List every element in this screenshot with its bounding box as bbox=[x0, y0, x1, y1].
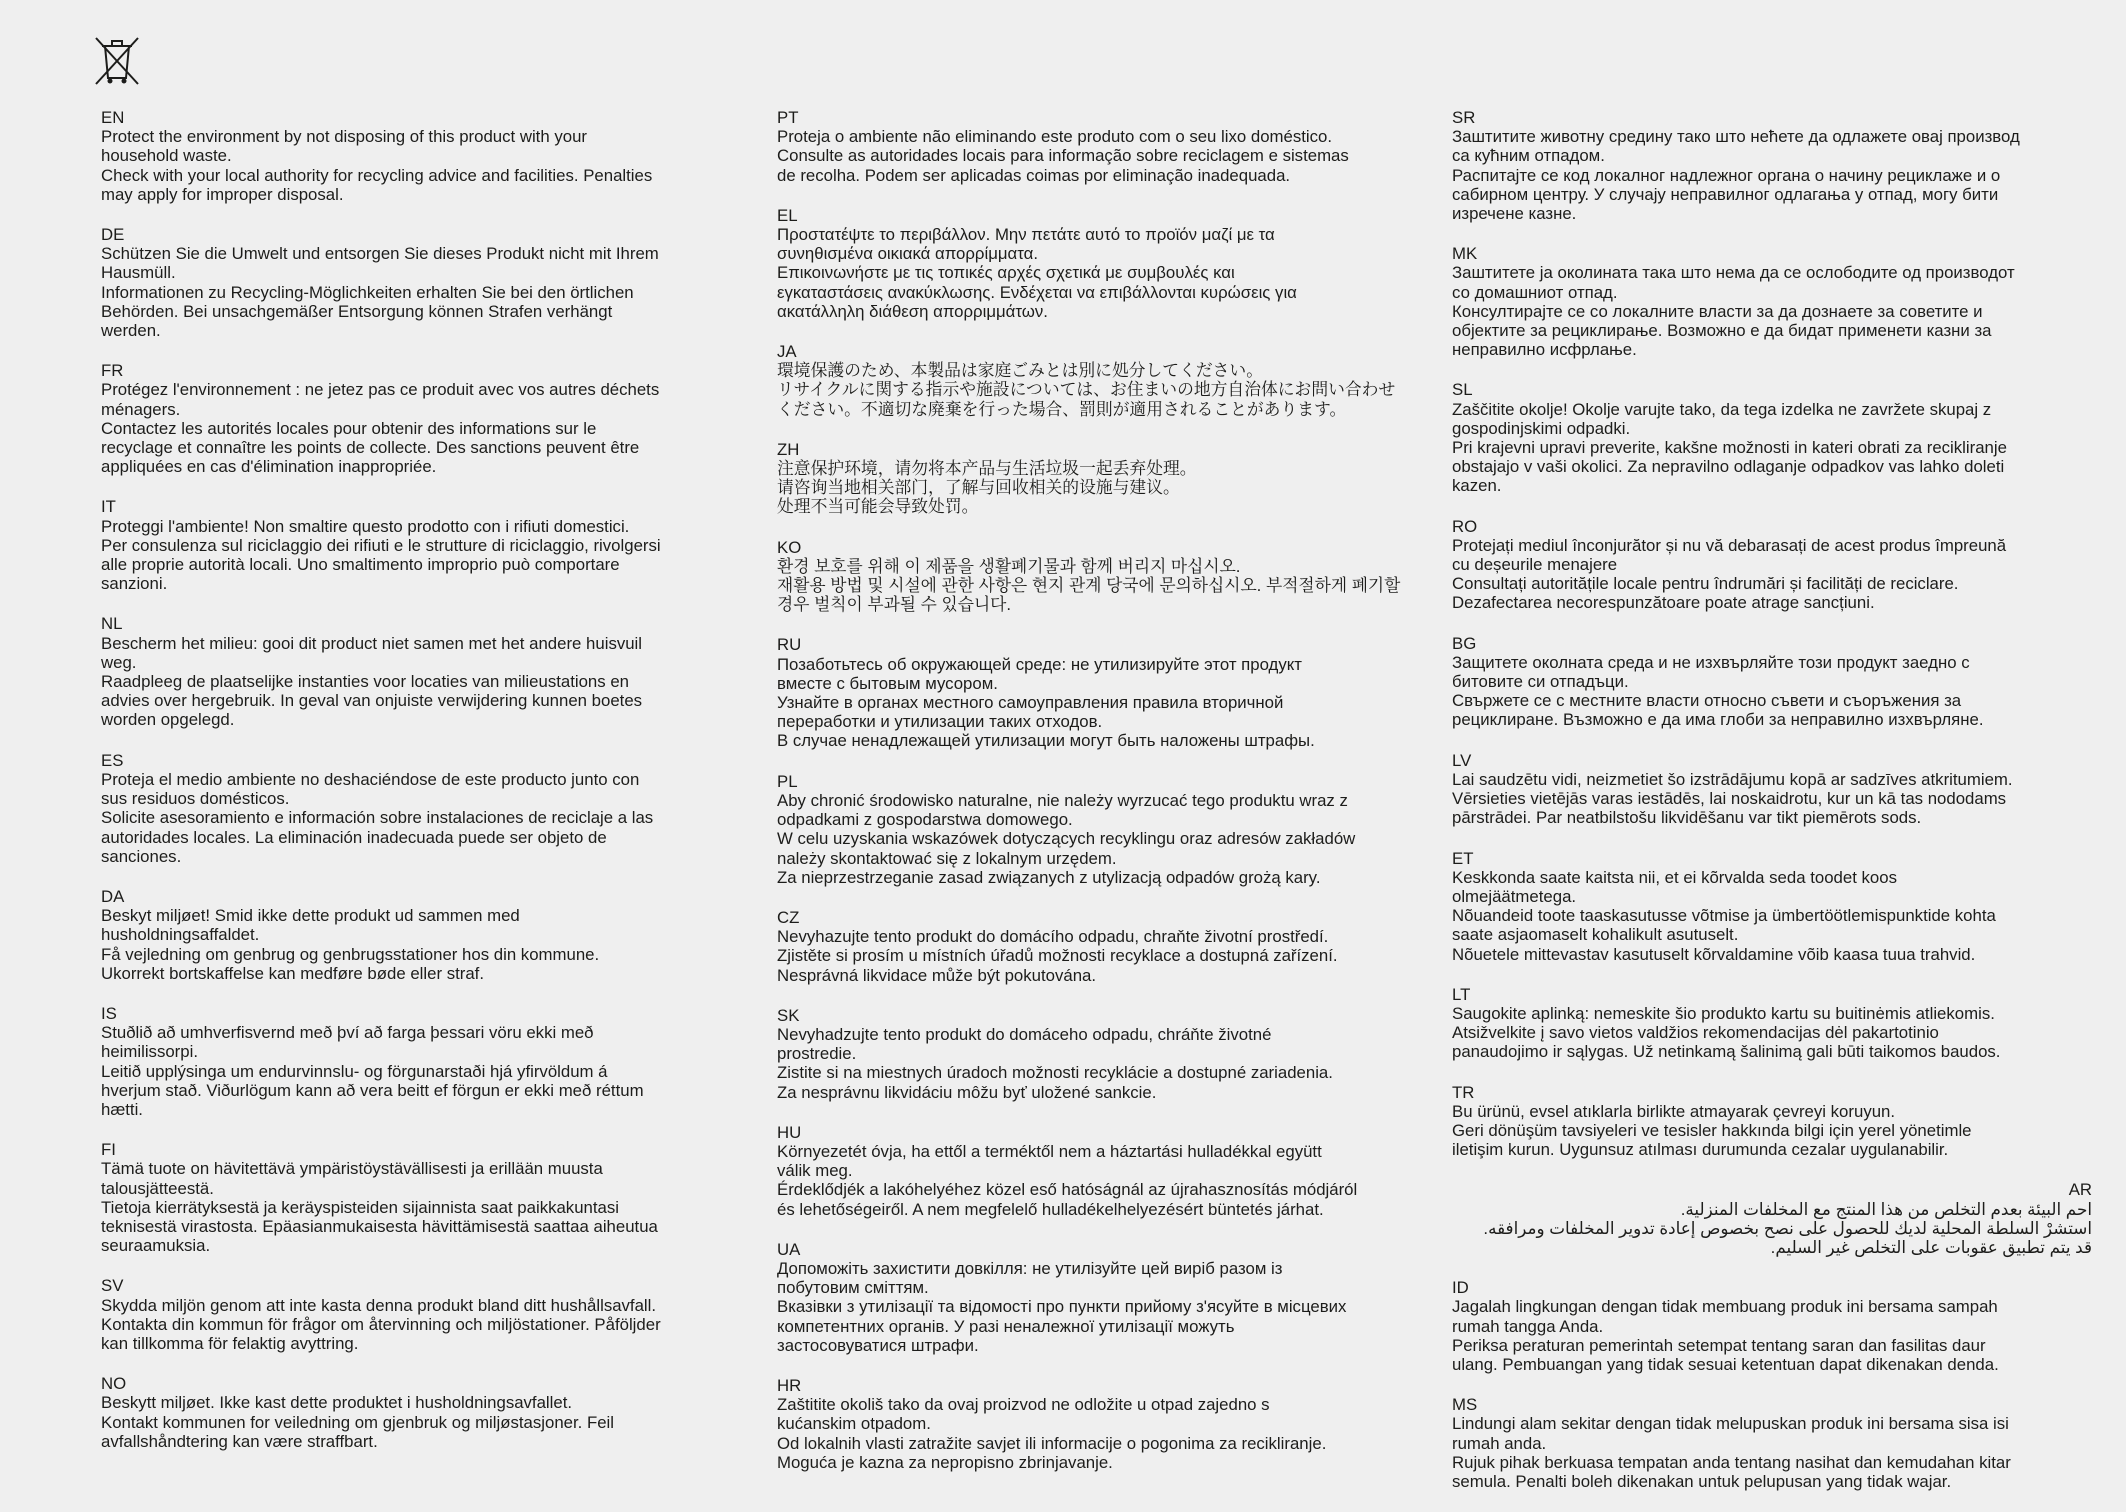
instruction-text: 处理不当可能会导致处罚。 bbox=[777, 497, 979, 517]
language-section-et bbox=[1452, 849, 2092, 964]
instruction-text: Check with your local authority for recycling advice and facilities. Penalties may apply for improper disposal. bbox=[101, 165, 653, 204]
language-section-sl bbox=[1452, 380, 2092, 495]
language-code: BG bbox=[1452, 633, 1477, 653]
language-code: FR bbox=[101, 361, 124, 381]
instruction-text: Solicite asesoramiento e información sobre instalaciones de reciclaje a las autoridades locales. La eliminación inadecuada puede ser objeto de sanciones. bbox=[101, 808, 654, 866]
instruction-text: Nevyhadzujte tento produkt do domáceho odpadu, chráňte životné prostredie. bbox=[777, 1024, 1272, 1064]
instruction-text: Zaštitite okoliš tako da ovaj proizvod ne odložite u otpad zajedno s kućanskim otpadom. bbox=[777, 1395, 1270, 1434]
instruction-text: Dezafectarea necorespunzătoare poate atrage sancțiuni. bbox=[1452, 593, 1875, 613]
language-section-it bbox=[101, 497, 741, 593]
language-section-el bbox=[777, 206, 1417, 321]
instruction-text: W celu uzyskania wskazówek dotyczących recyklingu oraz adresów zakładów należy skontaktować się z lokalnym urzędem. bbox=[777, 829, 1356, 868]
instruction-text: Распитајте се код локалног надлежног органа о начину рециклаже и о сабирном центру. У случају неправилног одлагања у отпад, могу бити изречене казне. bbox=[1452, 165, 2001, 224]
instruction-text: Contactez les autorités locales pour obtenir des informations sur le recyclage et connaître les points de collecte. Des sanctions peuvent être appliquées en cas d'élimination inappropriée. bbox=[101, 418, 640, 477]
language-section-ms bbox=[1452, 1395, 2092, 1491]
language-section-lv bbox=[1452, 751, 2092, 828]
instruction-text: Bescherm het milieu: gooi dit product niet samen met het andere huisvuil weg. bbox=[101, 633, 643, 672]
instruction-text: Raadpleeg de plaatselijke instanties voor locaties van milieustations en advies over hergebruik. In geval van onjuiste verwijdering kunnen boetes worden opgelegd. bbox=[101, 672, 643, 730]
instruction-text: Få vejledning om genbrug og genbrugsstationer hos din kommune. bbox=[101, 944, 600, 964]
instruction-text: Keskkonda saate kaitsta nii, et ei kõrvalda seda toodet koos olmejäätmetega. bbox=[1452, 867, 1897, 906]
language-section-fr bbox=[101, 361, 741, 476]
language-section-hr bbox=[777, 1376, 1417, 1472]
instruction-text: Protejați mediul înconjurător și nu vă debarasați de acest produs împreună cu deșeurile menajere bbox=[1452, 535, 2007, 575]
language-section-ua bbox=[777, 1240, 1417, 1355]
instruction-text: Stuðlið að umhverfisvernd með því að farga þessari vöru ekki með heimilissorpi. bbox=[101, 1023, 594, 1062]
language-code: DA bbox=[101, 886, 125, 906]
instruction-text: Lai saudzētu vidi, neizmetiet šo izstrādājumu kopā ar sadzīves atkritumiem. bbox=[1452, 769, 2013, 789]
language-section-id bbox=[1452, 1278, 2092, 1374]
instruction-text: Kontakta din kommun för frågor om återvinning och miljöstationer. Påföljder kan tillkomma för felaktig avyttring. bbox=[101, 1314, 661, 1353]
instruction-text: Beskyt miljøet! Smid ikke dette produkt ud sammen med husholdningsaffaldet. bbox=[101, 906, 520, 945]
instruction-text: Moguća je kazna za nepropisno zbrinjavanje. bbox=[777, 1452, 1113, 1472]
instruction-text: Nesprávná likvidace může být pokutována. bbox=[777, 965, 1097, 985]
instruction-text: Свържете се с местните власти относно съвети и съоръжения за рециклиране. Възможно е да има глоби за неправилно изхвърляне. bbox=[1452, 691, 1984, 730]
language-section-zh bbox=[777, 440, 1417, 517]
language-code: RO bbox=[1452, 516, 1478, 536]
language-section-ro bbox=[1452, 517, 2092, 613]
instruction-text: Kontakt kommunen for veiledning om gjenbruk og miljøstasjoner. Feil avfallshåndtering kan være straffbart. bbox=[101, 1412, 615, 1451]
instruction-text: احم البيئة بعدم التخلص من هذا المنتج مع المخلفات المنزلية. bbox=[1680, 1199, 2092, 1219]
instruction-text: Környezetét óvja, ha ettől a terméktől nem a háztartási hulladékkal együtt válik meg. bbox=[777, 1141, 1322, 1181]
language-code: HR bbox=[777, 1375, 802, 1395]
instruction-text: Bu ürünü, evsel atıklarla birlikte atmayarak çevreyi koruyun. bbox=[1452, 1101, 1896, 1121]
instruction-text: Zaščitite okolje! Okolje varujte tako, da tega izdelka ne zavržete skupaj z gospodinjskimi odpadki. bbox=[1452, 399, 1992, 438]
instruction-text: Érdeklődjék a lakóhelyéhez közel eső hatóságnál az újrahasznosítás módjáról és lehetőségeiről. A nem megfelelő hulladékelhelyezésért büntetés járhat. bbox=[777, 1180, 1358, 1219]
language-code: SR bbox=[1452, 108, 1476, 127]
language-section-de bbox=[101, 225, 741, 340]
instruction-text: Od lokalnih vlasti zatražite savjet ili informacije o pogonima za recikliranje. bbox=[777, 1433, 1327, 1453]
language-code: ID bbox=[1452, 1278, 1469, 1298]
instruction-text: Skydda miljön genom att inte kasta denna produkt bland ditt hushållsavfall. bbox=[101, 1295, 657, 1315]
language-section-es bbox=[101, 751, 741, 866]
language-section-pt bbox=[777, 108, 1417, 185]
instruction-text: Consultați autoritățile locale pentru îndrumări și facilități de reciclare. bbox=[1452, 574, 1959, 594]
instruction-text: 재활용 방법 및 시설에 관한 사항은 현지 관계 당국에 문의하십시오. 부적절하게 폐기할 경우 벌칙이 부과될 수 있습니다. bbox=[777, 576, 1401, 615]
instruction-text: Προστατέψτε το περιβάλλον. Μην πετάτε αυτό το προϊόν μαζί με τα συνηθισμένα οικιακά απορρίμματα. bbox=[777, 225, 1275, 264]
instruction-text: Lindungi alam sekitar dengan tidak melupuskan produk ini bersama sisa isi rumah anda. bbox=[1452, 1414, 2009, 1453]
language-code: SL bbox=[1452, 380, 1473, 400]
instruction-text: Допоможіть захистити довкілля: не утилізуйте цей виріб разом із побутовим сміттям. bbox=[777, 1258, 1283, 1298]
instruction-text: Per consulenza sul riciclaggio dei rifiuti e le strutture di riciclaggio, rivolgersi alle proprie autorità locali. Uno smaltimento improprio può comportare sanzioni. bbox=[101, 535, 661, 594]
instruction-text: Tietoja kierrätyksestä ja keräyspisteiden sijainnista saat paikkakuntasi teknisestä virastosta. Epäasianmukaisesta hävittämisestä saattaa aiheutua seuraamuksia. bbox=[101, 1197, 658, 1256]
column-1 bbox=[101, 108, 741, 1472]
language-code: RU bbox=[777, 635, 802, 655]
language-code: LT bbox=[1452, 984, 1471, 1004]
language-code: NO bbox=[101, 1374, 127, 1394]
language-section-da bbox=[101, 887, 741, 983]
language-code: HU bbox=[777, 1122, 802, 1142]
language-code: FI bbox=[101, 1140, 116, 1160]
language-section-tr bbox=[1452, 1083, 2092, 1160]
language-section-lt bbox=[1452, 985, 2092, 1062]
instruction-text: Ukorrekt bortskaffelse kan medføre bøde eller straf. bbox=[101, 963, 485, 983]
language-section-sk bbox=[777, 1006, 1417, 1102]
instruction-text: 注意保护环境，请勿将本产品与生活垃圾一起丢弃处理。 bbox=[777, 459, 1197, 479]
instruction-text: Консултирајте се со локалните власти за да дознаете за советите и објектите за рециклирање. Возможно е да бидат применети казни за неправилно исфрлање. bbox=[1452, 301, 1992, 360]
instruction-text: Atsižvelkite į savo vietos valdžios rekomendacijas dėl pakartotinio panaudojimo ir sąlygas. Už netinkamą šalinimą gali būti taikomos baudos. bbox=[1452, 1023, 2001, 1062]
instruction-text: Nevyhazujte tento produkt do domácího odpadu, chraňte životní prostředí. bbox=[777, 927, 1329, 947]
instruction-text: 환경 보호를 위해 이 제품을 생활폐기물과 함께 버리지 마십시오. bbox=[777, 556, 1241, 576]
language-section-bg bbox=[1452, 634, 2092, 730]
instruction-text: Informationen zu Recycling-Möglichkeiten erhalten Sie bei den örtlichen Behörden. Bei unsachgemäßer Entsorgung können Strafen verhängt werden. bbox=[101, 282, 634, 341]
language-code: EL bbox=[777, 205, 798, 225]
instruction-text: Pri krajevni upravi preverite, kakšne možnosti in kateri obrati za recikliranje obstajajo v vaši okolici. Za nepravilno odlaganje odpadkov vas lahko doleti kazen. bbox=[1452, 438, 2007, 496]
instruction-text: استشرْ السلطة المحلية لديك للحصول على نصح بخصوص إعادة تدوير المخلفات ومرافقه. bbox=[1483, 1218, 2092, 1238]
instruction-text: 请咨询当地相关部门，了解与回收相关的设施与建议。 bbox=[777, 478, 1180, 498]
instruction-text: Periksa peraturan pemerintah setempat tentang saran dan fasilitas daur ulang. Pembuangan yang tidak sesuai ketentuan dapat dikenakan denda. bbox=[1452, 1335, 1999, 1374]
instruction-text: Узнайте в органах местного самоуправления правила вторичной переработки и утилизации таких отходов. bbox=[777, 693, 1284, 732]
instruction-text: Beskytt miljøet. Ikke kast dette produktet i husholdningsavfallet. bbox=[101, 1393, 573, 1413]
column-3 bbox=[1452, 108, 2092, 1512]
instruction-text: Вказівки з утилізації та відомості про пункти прийому з'ясуйте в місцевих компетентних органів. У разі неналежної утилізації можуть застосовуватися штрафи. bbox=[777, 1297, 1347, 1355]
language-code: PL bbox=[777, 771, 798, 791]
language-code: SK bbox=[777, 1005, 800, 1025]
language-section-sv bbox=[101, 1276, 741, 1353]
instruction-text: قد يتم تطبيق عقوبات على التخلص غير السليم. bbox=[1770, 1237, 2092, 1257]
language-code: TR bbox=[1452, 1082, 1475, 1102]
instruction-text: В случае ненадлежащей утилизации могут быть наложены штрафы. bbox=[777, 731, 1315, 751]
instruction-text: Rujuk pihak berkuasa tempatan anda tentang nasihat dan kemudahan kitar semula. Penalti boleh dikenakan untuk pelupusan yang tidak wajar. bbox=[1452, 1452, 2011, 1491]
instruction-text: Protect the environment by not disposing of this product with your household waste. bbox=[101, 127, 587, 166]
language-section-ar bbox=[1452, 1180, 2092, 1257]
language-section-fi bbox=[101, 1140, 741, 1255]
language-section-ja bbox=[777, 342, 1417, 419]
instruction-text: Proteja o ambiente não eliminando este produto com o seu lixo doméstico. bbox=[777, 127, 1333, 147]
language-code: ZH bbox=[777, 439, 800, 459]
column-2 bbox=[777, 108, 1417, 1493]
language-code: MS bbox=[1452, 1395, 1478, 1415]
instruction-text: Proteja el medio ambiente no deshaciéndose de este producto junto con sus residuos domésticos. bbox=[101, 769, 640, 809]
instruction-text: Επικοινωνήστε με τις τοπικές αρχές σχετικά με συμβουλές και εγκαταστάσεις ανακύκλωσης. Ενδέχεται να επιβάλλονται κυρώσεις για ακατάλληλη διάθεση απορριμμάτων. bbox=[777, 263, 1297, 321]
language-section-cz bbox=[777, 908, 1417, 985]
instruction-text: Geri dönüşüm tavsiyeleri ve tesisler hakkında bilgi için yerel yönetimle iletişim kurun. Uygunsuz atılması durumunda cezalar uygulanabilir. bbox=[1452, 1120, 1972, 1160]
instruction-text: Aby chronić środowisko naturalne, nie należy wyrzucać tego produktu wraz z odpadkami z gospodarstwa domowego. bbox=[777, 790, 1348, 830]
language-code: ES bbox=[101, 750, 124, 770]
language-code: KO bbox=[777, 537, 802, 557]
instruction-text: Za nieprzestrzeganie zasad związanych z utylizacją odpadów grożą kary. bbox=[777, 867, 1321, 887]
instruction-text: Заштитите животну средину тако што нећете да одлажете овај производ са кућним отпадом. bbox=[1452, 127, 2020, 166]
instruction-text: Consulte as autoridades locais para informação sobre reciclagem e sistemas de recolha. Podem ser aplicadas coimas por eliminação inadequada. bbox=[777, 146, 1349, 185]
language-code: AR bbox=[2068, 1180, 2092, 1200]
instruction-text: Позаботьтесь об окружающей среде: не утилизируйте этот продукт вместе с бытовым мусором. bbox=[777, 654, 1302, 693]
language-code: LV bbox=[1452, 750, 1472, 770]
instruction-text: Saugokite aplinką: nemeskite šio produkto kartu su buitinėmis atliekomis. bbox=[1452, 1003, 1995, 1023]
language-code: SV bbox=[101, 1276, 124, 1296]
instruction-text: Schützen Sie die Umwelt und entsorgen Sie dieses Produkt nicht mit Ihrem Hausmüll. bbox=[101, 244, 659, 283]
language-code: DE bbox=[101, 225, 125, 245]
language-section-sr bbox=[1452, 108, 2092, 223]
instruction-text: Nõuetele mittevastav kasutuselt kõrvaldamine võib kaasa tuua trahvid. bbox=[1452, 944, 1976, 964]
language-code: ET bbox=[1452, 848, 1474, 868]
instruction-text: Leitið upplýsinga um endurvinnslu- og förgunarstaði hjá yfirvöldum á hverjum stað. Viðurlögum kann að vera beitt ef förgun er ekki með réttum hætti. bbox=[101, 1061, 644, 1119]
instruction-text: Za nesprávnu likvidáciu môžu byť uložené sankcie. bbox=[777, 1082, 1157, 1102]
language-section-mk bbox=[1452, 244, 2092, 359]
language-section-hu bbox=[777, 1123, 1417, 1219]
instruction-text: 環境保護のため、本製品は家庭ごみとは別に処分してください。 bbox=[777, 361, 1263, 381]
instruction-text: Zistite si na miestnych úradoch možnosti recyklácie a dostupné zariadenia. bbox=[777, 1063, 1333, 1083]
language-code: EN bbox=[101, 108, 125, 127]
language-code: UA bbox=[777, 1239, 801, 1259]
language-section-ko bbox=[777, 538, 1417, 615]
instruction-text: Zjistěte si prosím u místních úřadů možnosti recyklace a dostupná zařízení. bbox=[777, 946, 1338, 966]
language-code: JA bbox=[777, 342, 797, 362]
instruction-text: Protégez l'environnement : ne jetez pas ce produit avec vos autres déchets ménagers. bbox=[101, 380, 660, 419]
language-code: IS bbox=[101, 1003, 117, 1023]
language-code: PT bbox=[777, 108, 799, 127]
instruction-text: Jagalah lingkungan dengan tidak membuang produk ini bersama sampah rumah tangga Anda. bbox=[1452, 1297, 1998, 1336]
language-code: IT bbox=[101, 497, 116, 517]
instruction-text: Защитете околната среда и не изхвърляйте този продукт заедно с битовите си отпадъци. bbox=[1452, 652, 1970, 692]
language-section-no bbox=[101, 1374, 741, 1451]
language-code: NL bbox=[101, 614, 123, 634]
language-section-en bbox=[101, 108, 741, 204]
instruction-text: Proteggi l'ambiente! Non smaltire questo prodotto con i rifiuti domestici. bbox=[101, 516, 630, 536]
language-section-pl bbox=[777, 772, 1417, 887]
language-section-ru bbox=[777, 635, 1417, 750]
language-section-is bbox=[101, 1004, 741, 1119]
weee-crossed-out-bin-icon bbox=[92, 34, 142, 88]
language-code: CZ bbox=[777, 907, 800, 927]
language-code: MK bbox=[1452, 244, 1478, 264]
instruction-text: Vērsieties vietējās varas iestādēs, lai noskaidrotu, kur un kā tas nododams pārstrādei. Par neatbilstošu likvidēšanu var tikt piemērots sods. bbox=[1452, 789, 2007, 828]
language-section-nl bbox=[101, 614, 741, 729]
instruction-text: リサイクルに関する指示や施設については、お住まいの地方自治体にお問い合わせ ください。不適切な廃棄を行った場合、罰則が適用されることがあります。 bbox=[777, 380, 1396, 419]
instruction-text: Nõuandeid toote taaskasutusse võtmise ja ümbertöötlemispunktide kohta saate asjaomaselt kohalikult asutuselt. bbox=[1452, 906, 1996, 945]
instruction-text: Заштитете ја околината така што нема да се ослободите од производот со домашниот отпад. bbox=[1452, 263, 2015, 302]
instruction-text: Tämä tuote on hävitettävä ympäristöystävällisesti ja erillään muusta talousjätteestä. bbox=[101, 1159, 603, 1198]
